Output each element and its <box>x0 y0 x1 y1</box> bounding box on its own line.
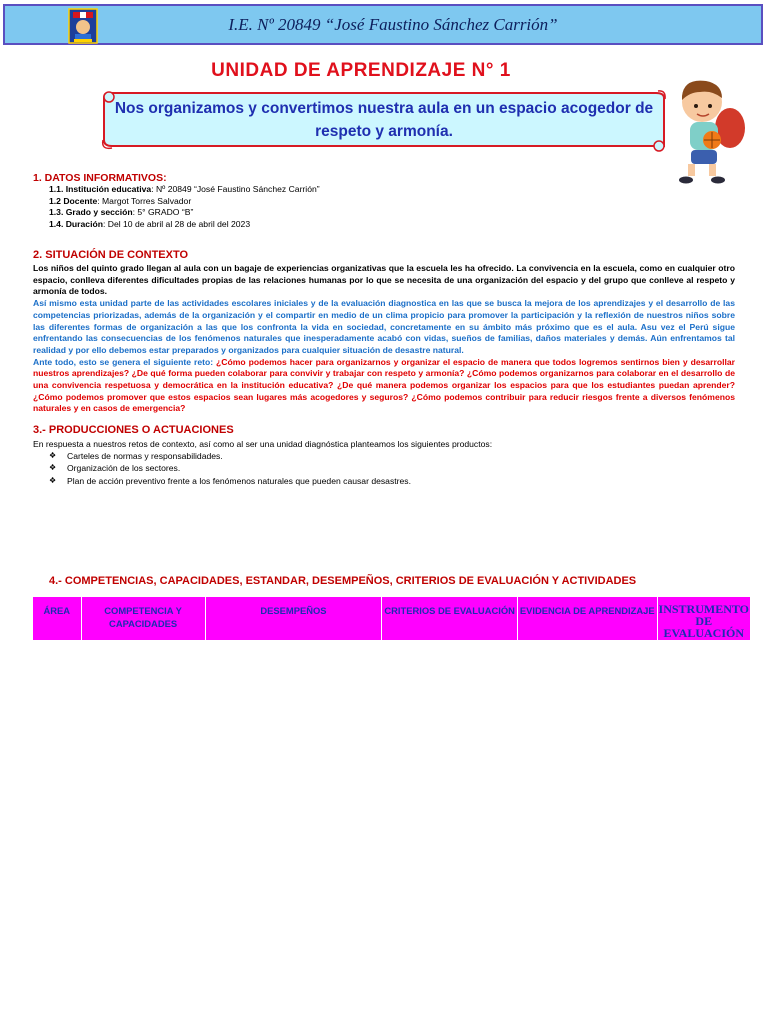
context-paragraph-1: Los niños del quinto grado llegan al aula con un bagaje de experiencias organizativas que la escuela les ha ofrecido. La convivencia en la escuela, como en cualquier otro espacio, conlleva diferentes dificultades propias de las relaciones humanas por lo que se necesita de una organización del espacio y del grupo que conlleve al respeto y armonía de todos. <box>33 263 735 297</box>
context-paragraph-2: Así mismo esta unidad parte de las actividades escolares iniciales y de la evaluación diagnostica en las que se busca la mejora de los aprendizajes y el desarrollo de las competencias priorizadas, además de la organización y el compartir en medio de un clima propicio para promover la participación y la reflexión de nuestros niños sobre las diferentes formas de organización a las que los confronta la vida en sociedad, concretamente en su ámbito más próximo que es el aula. Asu vez el Perú sigue enfrentando las consecuencias de los fenómenos naturales que inesperadamente acabó con vidas, sueños de familias, daños materiales y demás. Aún enfrentamos tal realidad y por ello debemos estar preparados y organizados para cualquier situación de desastre natural. <box>33 298 735 355</box>
challenge-questions: ¿Cómo podemos hacer para organizarnos y organizar el espacio de manera que todos logremos sentirnos bien y desarrollar nuestros aprendizajes? ¿De qué forma pueden colaborar para convivir y trabajar con respeto y armonía? ¿Cómo podemos organizarnos para colaborar en el desarrollo de una convivencia respetuosa y democrática en la institución educativa? ¿De qué manera podemos organizar los espacios para que los estudiantes puedan aprender? ¿Cómo podemos promover que estos espacios sean lugares más acogedores y seguros? ¿Cómo podemos contribuir para reducir riesgos frente a diversos fenómenos naturales y en casos de emergencia? <box>33 356 736 414</box>
list-item <box>49 450 411 462</box>
info-label: 1.3. Grado y sección <box>49 207 133 217</box>
products-list <box>49 450 411 487</box>
school-name: I.E. Nº 20849 “José Faustino Sánchez Carrión” <box>228 15 558 34</box>
unit-banner-text: Nos organizamos y convertimos nuestra aula en un espacio acogedor de respeto y armonía. <box>114 100 654 140</box>
challenge-lead: Ante todo, esto se genera el siguiente reto: <box>33 356 217 367</box>
info-item-teacher <box>49 196 320 208</box>
section-2-title: 2. SITUACIÓN DE CONTEXTO <box>33 249 189 261</box>
context-paragraph-3 <box>33 357 735 416</box>
list-item-text: Organización de los sectores. <box>67 463 181 474</box>
info-value: : Del 10 de abril al 28 de abril del 2023 <box>102 218 251 229</box>
column-header-evidence: EVIDENCIA DE APRENDIZAJE <box>517 597 657 641</box>
bullet-diamond-icon: ❖ <box>49 475 57 485</box>
informative-data-list <box>49 184 320 230</box>
list-item <box>49 475 411 487</box>
list-item <box>49 462 411 474</box>
context-paragraphs <box>33 263 735 415</box>
products-intro: En respuesta a nuestros retos de contexto, así como al ser una unidad diagnóstica planteamos los siguientes productos: <box>33 439 493 449</box>
info-label: 1.4. Duración <box>49 218 103 229</box>
column-header-competence: COMPETENCIA Y CAPACIDADES <box>81 597 205 641</box>
table-header-row <box>33 597 751 641</box>
info-value: : 5° GRADO “B” <box>132 207 194 217</box>
column-header-instrument: INSTRUMENTO DE EVALUACIÓN <box>657 597 750 641</box>
bullet-diamond-icon: ❖ <box>49 463 57 473</box>
unit-banner <box>100 88 668 152</box>
unit-title: UNIDAD DE APRENDIZAJE N° 1 <box>211 60 511 81</box>
info-value: : Nº 20849 “José Faustino Sánchez Carrión” <box>151 184 320 194</box>
info-label: 1.1. Institución educativa <box>49 184 152 194</box>
school-header <box>3 4 763 45</box>
info-item-grade <box>49 207 320 219</box>
column-header-area: ÁREA <box>33 597 82 641</box>
info-value: : Margot Torres Salvador <box>97 195 192 206</box>
list-item-text: Plan de acción preventivo frente a los fenómenos naturales que pueden causar desastres. <box>67 475 411 486</box>
competencies-table <box>32 596 751 641</box>
info-item-duration <box>49 219 320 231</box>
section-3-title: 3.- PRODUCCIONES O ACTUACIONES <box>33 424 234 436</box>
student-illustration <box>668 78 752 186</box>
info-item-institution <box>49 184 320 196</box>
bullet-diamond-icon: ❖ <box>49 451 57 460</box>
section-1-title: 1. DATOS INFORMATIVOS: <box>33 172 167 184</box>
list-item-text: Carteles de normas y responsabilidades. <box>67 451 223 461</box>
info-label: 1.2 Docente <box>49 195 98 206</box>
column-header-performances: DESEMPEÑOS <box>205 597 382 641</box>
section-4-title: 4.- COMPETENCIAS, CAPACIDADES, ESTANDAR, DESEMPEÑOS, CRITERIOS DE EVALUACIÓN Y ACTIVIDADES <box>49 575 637 587</box>
column-header-criteria: CRITERIOS DE EVALUACIÓN <box>382 597 518 641</box>
